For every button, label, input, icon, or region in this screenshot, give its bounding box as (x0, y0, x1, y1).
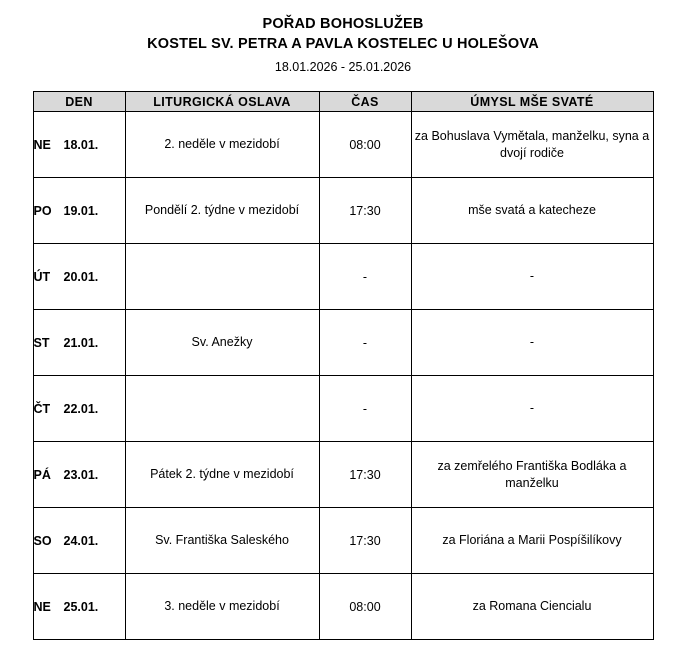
cell-celebration: Pondělí 2. týdne v mezidobí (125, 178, 319, 244)
cell-day (33, 376, 125, 442)
table-header (33, 92, 653, 112)
day-date: 19.01. (63, 203, 99, 218)
cell-time: - (319, 376, 411, 442)
cell-celebration: 2. neděle v mezidobí (125, 112, 319, 178)
cell-celebration: 3. neděle v mezidobí (125, 574, 319, 640)
day-date: 22.01. (63, 401, 99, 416)
cell-intention: mše svatá a katecheze (411, 178, 653, 244)
cell-celebration: Sv. Anežky (125, 310, 319, 376)
table-row (33, 244, 653, 310)
table-row (33, 442, 653, 508)
cell-time: 17:30 (319, 508, 411, 574)
table-row (33, 508, 653, 574)
cell-intention: za Floriána a Marii Pospíšilíkovy (411, 508, 653, 574)
day-date: 20.01. (63, 269, 99, 284)
cell-time: 17:30 (319, 178, 411, 244)
cell-intention: za Romana Ciencialu (411, 574, 653, 640)
day-of-week: NE (33, 599, 51, 614)
cell-day (33, 508, 125, 574)
column-header-time: ČAS (319, 92, 411, 112)
cell-intention: za zemřelého Františka Bodláka a manželku (411, 442, 653, 508)
table-row (33, 376, 653, 442)
day-of-week: ST (33, 335, 50, 350)
day-date: 23.01. (63, 467, 99, 482)
cell-day (33, 112, 125, 178)
cell-celebration (125, 244, 319, 310)
cell-time: - (319, 244, 411, 310)
cell-celebration: Pátek 2. týdne v mezidobí (125, 442, 319, 508)
cell-celebration (125, 376, 319, 442)
table-row (33, 178, 653, 244)
day-of-week: SO (33, 533, 52, 548)
cell-intention: - (411, 376, 653, 442)
day-of-week: PO (33, 203, 52, 218)
cell-intention: za Bohuslava Vymětala, manželku, syna a dvojí rodiče (411, 112, 653, 178)
table-row (33, 112, 653, 178)
mass-schedule-table (33, 91, 654, 640)
table-header-row (33, 92, 653, 112)
table-row (33, 310, 653, 376)
day-date: 24.01. (63, 533, 99, 548)
column-header-celebration: LITURGICKÁ OSLAVA (125, 92, 319, 112)
cell-time: 08:00 (319, 574, 411, 640)
cell-day (33, 310, 125, 376)
cell-day (33, 442, 125, 508)
table-row (33, 574, 653, 640)
cell-intention: - (411, 310, 653, 376)
table-body (33, 112, 653, 640)
cell-day (33, 244, 125, 310)
cell-celebration: Sv. Františka Saleského (125, 508, 319, 574)
day-of-week: NE (33, 137, 51, 152)
day-date: 25.01. (63, 599, 99, 614)
cell-time: 08:00 (319, 112, 411, 178)
day-of-week: PÁ (33, 467, 51, 482)
day-date: 21.01. (63, 335, 99, 350)
day-of-week: ÚT (33, 269, 51, 284)
cell-intention: - (411, 244, 653, 310)
cell-day (33, 178, 125, 244)
day-date: 18.01. (63, 137, 99, 152)
date-range: 18.01.2026 - 25.01.2026 (274, 60, 412, 74)
column-header-day: DEN (33, 92, 125, 112)
cell-time: - (319, 310, 411, 376)
column-header-intention: ÚMYSL MŠE SVATÉ (411, 92, 653, 112)
church-name: KOSTEL SV. PETRA A PAVLA KOSTELEC U HOLEŠOVA (147, 36, 539, 52)
document-title: POŘAD BOHOSLUŽEB (262, 16, 424, 32)
day-of-week: ČT (33, 401, 51, 416)
cell-time: 17:30 (319, 442, 411, 508)
document-header (0, 0, 686, 77)
cell-day (33, 574, 125, 640)
